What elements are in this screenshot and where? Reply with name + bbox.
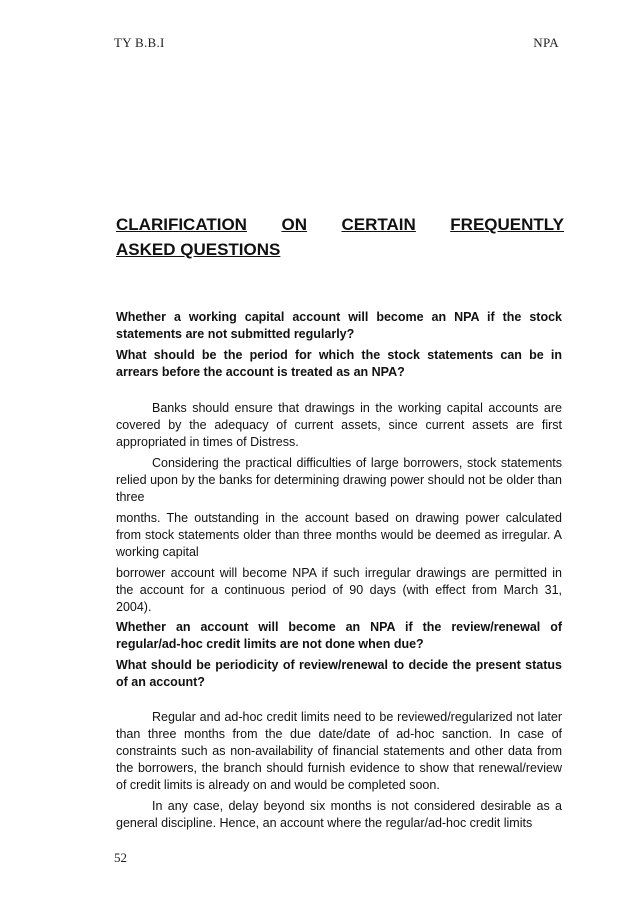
question-text: Whether a working capital account will become an NPA if the stock statements are not submitted regularly? — [116, 310, 562, 341]
faq-question-block-1 — [116, 309, 562, 381]
answer-paragraph: In any case, delay beyond six months is not considered desirable as a general discipline. Hence, an account where the regular/ad-hoc credit limits — [116, 799, 562, 830]
question-text: What should be periodicity of review/renewal to decide the present status of an account? — [116, 658, 562, 689]
question-text: What should be the period for which the stock statements can be in arrears before the account is treated as an NPA? — [116, 348, 562, 379]
faq-answer-block-2 — [116, 709, 562, 832]
heading-word: FREQUENTLY — [450, 215, 564, 234]
heading-word: CERTAIN — [341, 215, 416, 234]
heading-line-2: ASKED QUESTIONS — [116, 240, 281, 259]
answer-paragraph: months. The outstanding in the account based on drawing power calculated from stock statements older than three months would be deemed as irregular. A working capital — [116, 511, 562, 559]
faq-question-block-2 — [116, 619, 562, 691]
page-number: 52 — [114, 850, 127, 865]
running-header-right: NPA — [533, 35, 559, 50]
heading-word: CLARIFICATION — [116, 215, 247, 234]
section-heading — [116, 212, 564, 262]
answer-paragraph: Regular and ad-hoc credit limits need to be reviewed/regularized not later than three months from the due date/date of ad-hoc sanction. In case of constraints such as non-availability of financial statements and other data from the borrowers, the branch should furnish evidence to show that renewal/review of credit limits is already on and would be completed soon. — [116, 710, 562, 792]
question-text: Whether an account will become an NPA if the review/renewal of regular/ad-hoc credit limits are not done when due? — [116, 620, 562, 651]
answer-paragraph: Banks should ensure that drawings in the working capital accounts are covered by the adequacy of current assets, since current assets are first appropriated in times of Distress. — [116, 401, 562, 449]
faq-answer-block-1 — [116, 400, 562, 616]
heading-word: ON — [281, 215, 307, 234]
heading-line-1 — [116, 212, 564, 237]
running-header-left: TY B.B.I — [114, 35, 165, 50]
answer-paragraph: borrower account will become NPA if such irregular drawings are permitted in the account for a continuous period of 90 days (with effect from March 31, 2004). — [116, 566, 562, 614]
answer-paragraph: Considering the practical difficulties of large borrowers, stock statements relied upon by the banks for determining drawing power should not be older than three — [116, 456, 562, 504]
